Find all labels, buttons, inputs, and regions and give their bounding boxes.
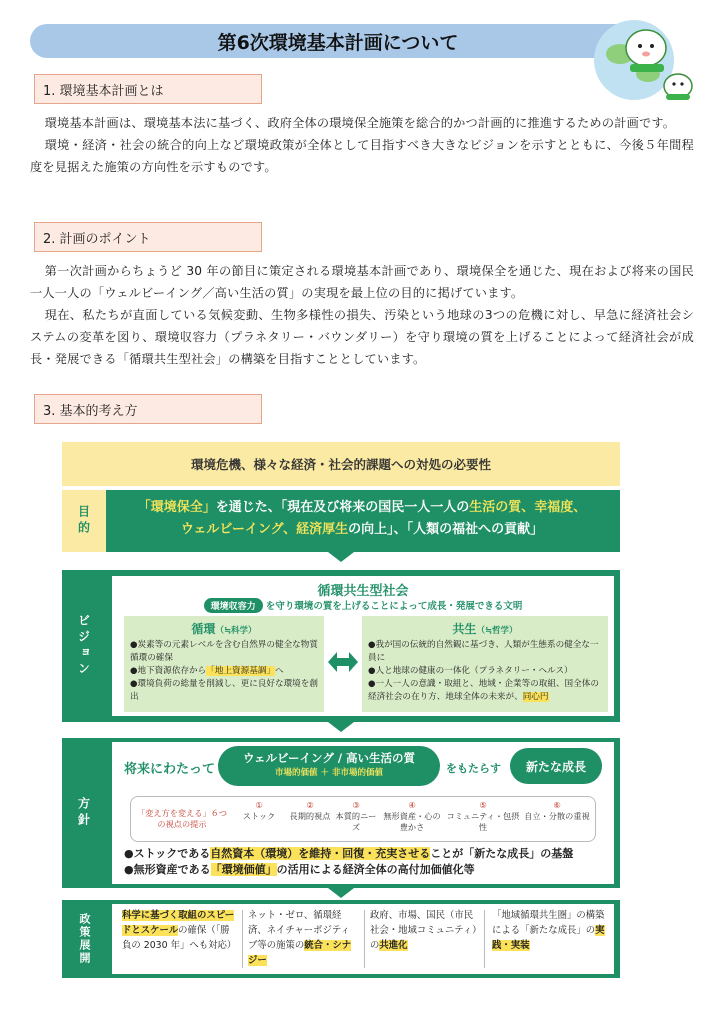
section-heading-3: 3. 基本的考え方 <box>34 394 262 424</box>
policy-bullet <box>124 862 573 878</box>
kyosei-item: ●我が国の伝統的自然観に基づき、人類が生態系の健全な一員に <box>368 640 599 663</box>
viewpoint-text: 無形資産・心の豊かさ <box>383 811 441 832</box>
page-title: 第6次環境基本計画について <box>217 31 459 54</box>
policy-bullet-part: ●ストックである <box>124 847 211 860</box>
purpose-keyword: 生活の質、幸福度、 <box>469 500 587 515</box>
deploy-cell <box>122 908 238 972</box>
divider <box>242 910 243 968</box>
deploy-text: 「地域循環共生圏」の構築による「新たな成長」の <box>492 910 605 936</box>
kyosei-item: ●人と地球の健康の一体化（プラネタリー・ヘルス） <box>368 666 573 676</box>
vision-subtitle: を守り環境の質を上げることによって成長・発展できる文明 <box>265 601 523 612</box>
vision-title: 循環共生型社会 <box>317 584 409 599</box>
viewpoint-number: ③ <box>352 800 360 810</box>
kyosei-item-part: ●一人一人の意識・取組と、地域・企業等の取組、国全体の経済社会の在り方、地球全体の未来が、 <box>368 679 599 702</box>
junkan-note: （≒科学） <box>215 626 257 636</box>
junkan-item: ●炭素等の元素レベルを含む自然界の健全な物質循環の確保 <box>130 640 318 663</box>
deploy-highlight: 統合・シナジー <box>248 940 352 966</box>
viewpoint-item <box>334 800 378 842</box>
kyosei-head: 共生 <box>452 622 477 636</box>
deploy-highlight: 共進化 <box>379 940 408 951</box>
policy-label: 方針 <box>62 738 106 888</box>
policy-bullet-highlight: 自然資本（環境）を維持・回復・充実させる <box>210 847 431 860</box>
policy-bullets <box>124 846 573 878</box>
section1-body <box>30 112 694 178</box>
down-arrow <box>328 888 354 898</box>
wellbeing-text: ウェルビーイング / 高い生活の質 <box>242 751 416 765</box>
viewpoint-text: 本質的ニーズ <box>335 811 377 832</box>
kyosei-item-highlight: 同心円 <box>522 692 549 702</box>
kyosei-panel <box>362 616 608 712</box>
section2-body <box>30 260 694 370</box>
kyosei-note: （≒哲学） <box>476 626 518 636</box>
wellbeing-pill <box>218 746 440 786</box>
viewpoint-item <box>288 800 332 842</box>
kyosei-items <box>362 637 608 706</box>
junkan-item-part: へ <box>275 666 284 676</box>
viewpoint-text: ストック <box>242 811 276 821</box>
junkan-item: ●環境負荷の総量を削減し、更に良好な環境を創出 <box>130 679 318 702</box>
policy-bullet-highlight: 「環境価値」 <box>210 863 277 876</box>
viewpoint-text: 長期的視点 <box>289 811 331 821</box>
vision-label: ビジョン <box>62 570 106 722</box>
new-growth-badge: 新たな成長 <box>510 748 602 784</box>
down-arrow <box>328 552 354 562</box>
wellbeing-subtext: 市場的価値 ＋ 非市場的価値 <box>275 768 383 778</box>
junkan-head: 循環 <box>191 622 216 636</box>
viewpoint-number: ⑥ <box>553 800 561 810</box>
viewpoint-text: 自立・分散の重視 <box>524 811 590 821</box>
viewpoint-number: ① <box>255 800 263 810</box>
deploy-text: 政府、市場、国民（市民社会・地域コミュニティ）の <box>370 910 477 951</box>
kyosei-head-row <box>362 620 608 637</box>
section1-paragraph: 環境・経済・社会の統合的向上など環境政策が全体として目指すべき大きなビジョンを示すとともに、今後５年間程度を見据えた施策の方向性を示すものです。 <box>30 138 694 174</box>
section2-paragraph: 現在、私たちが直面している気候変動、生物多様性の損失、汚染という地球の3つの危機に対し、早急に経済社会システムの変革を図り、環境収容力（プラネタリー・バウンダリー）を守り環境の質を上げることによって経済社会が成長・発展できる「循環共生型社会」の構築を目指すこととしています。 <box>30 308 694 366</box>
junkan-head-row <box>124 620 324 637</box>
policy-bullet <box>124 846 573 862</box>
junkan-panel <box>124 616 324 712</box>
junkan-item-highlight: 「地上資源基調」 <box>206 666 276 676</box>
viewpoint-number: ⑤ <box>479 800 487 810</box>
viewpoint-number: ② <box>306 800 314 810</box>
viewpoint-item <box>232 800 286 842</box>
purpose-text <box>112 497 612 541</box>
need-banner: 環境危機、様々な経済・社会的課題への対処の必要性 <box>62 442 620 486</box>
junkan-items <box>124 637 324 706</box>
deploy-highlight: 科学に基づく取組のスピードとスケール <box>122 910 235 936</box>
divider <box>484 910 485 968</box>
section-heading-2: 2. 計画のポイント <box>34 222 262 252</box>
capacity-pill: 環境収容力 <box>204 598 263 613</box>
deploy-cell <box>492 908 606 972</box>
policy-bullet-part: ●無形資産である <box>124 863 211 876</box>
double-arrow-icon <box>328 650 358 674</box>
junkan-item-part: ●地下資源依存から <box>130 666 207 676</box>
junkan-item <box>130 665 318 678</box>
section2-paragraph: 第一次計画からちょうど 30 年の節目に策定される環境基本計画であり、環境保全を通じた、現在および将来の国民一人一人の「ウェルビーイング／高い生活の質」の実現を最上位の目的に掲げています。 <box>30 264 694 300</box>
kyosei-item <box>368 678 602 704</box>
policy-bullet-part: ことが「新たな成長」の基盤 <box>430 847 574 860</box>
purpose-text-part: を通じた、「現在及び将来の国民一人一人の <box>215 500 470 515</box>
viewpoints-head: 「変え方を変える」６つの視点の提示 <box>136 808 228 829</box>
deploy-label: 政策展開 <box>62 900 106 978</box>
deploy-highlight: 実践・実装 <box>492 925 605 951</box>
deploy-cell <box>248 908 358 972</box>
policy-bullet-part: の活用による経済全体の高付加価値化等 <box>276 863 475 876</box>
policy-lead: 将来にわたって <box>124 762 216 777</box>
viewpoint-text: コミュニティ・包摂性 <box>446 811 520 832</box>
viewpoint-item <box>524 800 590 842</box>
divider <box>364 910 365 968</box>
viewpoint-number: ④ <box>408 800 416 810</box>
policy-bring: をもたらす <box>446 762 501 775</box>
down-arrow <box>328 722 354 732</box>
viewpoint-item <box>382 800 442 842</box>
viewpoint-item <box>446 800 520 842</box>
section-heading-1: 1. 環境基本計画とは <box>34 74 262 104</box>
vision-subtitle-row <box>112 598 614 613</box>
deploy-cell <box>370 908 478 972</box>
purpose-keyword: 「環境保全」 <box>137 500 216 515</box>
purpose-label: 目的 <box>62 490 106 552</box>
page-title-bar <box>30 24 646 58</box>
deploy-text: ネット・ゼロ、循環経済、ネイチャーポジティブ等の施策の <box>248 910 350 951</box>
mascot-illustration <box>590 14 698 106</box>
purpose-text-part: の向上」、「人類の福祉への貢献」 <box>348 522 544 537</box>
purpose-keyword: ウェルビーイング、経済厚生 <box>180 522 349 537</box>
section1-paragraph: 環境基本計画は、環境基本法に基づく、政府全体の環境保全施策を総合的かつ計画的に推進するための計画です。 <box>44 116 676 130</box>
deploy-text: の確保（「勝負の 2030 年」へも対応） <box>122 925 237 951</box>
